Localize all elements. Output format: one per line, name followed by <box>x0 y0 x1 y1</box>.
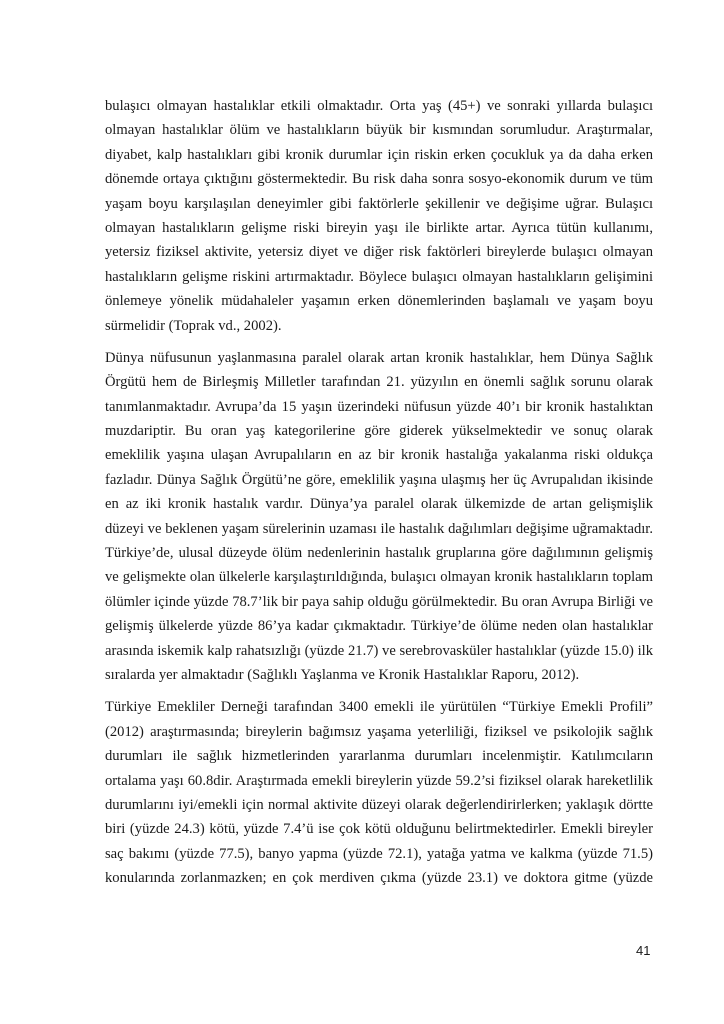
text-line: muzdariptir. Bu oran yaş kategorilerine göre giderek yükselmektedir ve sonuç olarak <box>105 423 653 440</box>
text-line: hastalıkların gelişme riskini artırmaktadır. Böylece bulaşıcı olmayan hastalıkların gelişimini <box>105 268 653 285</box>
text-line: ve gelişmekte olan ülkelerle karşılaştırıldığında, bulaşıcı olmayan kronik hastalıkların toplam <box>105 569 653 586</box>
text-line: yetersiz fiziksel aktivite, yetersiz diyet ve diğer risk faktörleri bireylerde bulaşıcı olmayan <box>105 244 653 261</box>
page-number: 41 <box>636 943 651 958</box>
text-line: (2012) araştırmasında; bireylerin bağımsız yaşama yeterliliği, fiziksel ve psikolojik sağlık <box>105 723 653 740</box>
text-line: olmayan hastalıklar ölüm ve hastalıkların büyük bir kısmından sorumludur. Araştırmalar, <box>105 122 653 139</box>
text-line: önlemeye yönelik müdahaleler yaşamın erken dönemlerinden başlamalı ve yaşam boyu <box>105 293 653 310</box>
text-line: ortalama yaşı 60.8dir. Araştırmada emekli bireylerin yüzde 59.2’si fiziksel olarak hareketlilik <box>105 772 653 789</box>
text-line: dönemde ortaya çıktığını göstermektedir. Bu risk daha sonra sosyo-ekonomik durum ve tüm <box>105 171 653 188</box>
text-line: Türkiye Emekliler Derneği tarafından 3400 emekli ile yürütülen “Türkiye Emekli Profili” <box>105 699 653 716</box>
text-line: bulaşıcı olmayan hastalıklar etkili olmaktadır. Orta yaş (45+) ve sonraki yıllarda bulaşıcı <box>105 98 653 114</box>
text-line: sıralarda yer almaktadır (Sağlıklı Yaşlanma ve Kronik Hastalıklar Raporu, 2012). <box>105 666 580 683</box>
text-line: arasında iskemik kalp rahatsızlığı (yüzde 21.7) ve serebrovasküler hastalıklar (yüzde 15.0) ilk <box>105 642 653 659</box>
text-line: düzeyi ve beklenen yaşam sürelerinin uzaması ile hastalık dağılımları değişime uğramaktadır. <box>105 520 653 537</box>
text-line: Dünya nüfusunun yaşlanmasına paralel olarak artan kronik hastalıklar, hem Dünya Sağlık <box>105 349 653 366</box>
text-line: biri (yüzde 24.3) kötü, yüzde 7.4’ü ise çok kötü olduğunu belirtmektedirler. Emekli bireyler <box>105 821 653 838</box>
text-line: saç bakımı (yüzde 77.5), banyo yapma (yüzde 72.1), yatağa yatma ve kalkma (yüzde 71.5) <box>105 845 653 862</box>
text-line: Örgütü hem de Birleşmiş Milletler tarafından 21. yüzyılın en önemli sağlık sorunu olarak <box>105 374 653 391</box>
paragraph-1 <box>105 94 653 338</box>
text-line: emeklilik yaşına ulaşan Avrupalıların en az bir kronik hastalığa yakalanma riski oldukça <box>105 447 653 464</box>
text-line: fazladır. Dünya Sağlık Örgütü’ne göre, emeklilik yaşına ulaşmış her üç Avrupalıdan ikisinde <box>105 471 653 488</box>
paragraph-3 <box>105 695 653 890</box>
text-line: durumları ile sağlık hizmetlerinden yararlanma durumları incelenmiştir. Katılımcıların <box>105 748 653 765</box>
text-line: tanımlanmaktadır. Avrupa’da 15 yaşın üzerindeki nüfusun yüzde 40’ı bir kronik hastalıktan <box>105 398 653 415</box>
paragraph-2 <box>105 346 653 687</box>
text-line: yaşam boyu karşılaşılan deneyimler gibi faktörlerle şekillenir ve değişime uğrar. Bulaşıcı <box>105 195 653 212</box>
text-line: olmayan hastalıkların gelişme riski bireyin yaşı ile birlikte artar. Ayrıca tütün kullanımı, <box>105 219 653 236</box>
text-line: en az iki kronik hastalık vardır. Dünya’ya paralel olarak ülkemizde de artan gelişmişlik <box>105 496 653 513</box>
body-text <box>105 94 653 899</box>
text-line: sürmelidir (Toprak vd., 2002). <box>105 317 282 334</box>
text-line: Türkiye’de, ulusal düzeyde ölüm nedenlerinin hastalık gruplarına göre dağılımının gelişmiş <box>105 545 653 562</box>
text-line: konularında zorlanmazken; en çok merdiven çıkma (yüzde 23.1) ve doktora gitme (yüzde <box>105 870 653 887</box>
text-line: ölümler içinde yüzde 78.7’lik bir paya sahip olduğu görülmektedir. Bu oran Avrupa Birliği ve <box>105 593 653 610</box>
text-line: diyabet, kalp hastalıkları gibi kronik durumlar için riskin erken çocukluk ya da daha erken <box>105 146 653 163</box>
text-line: durumlarını iyi/emekli için normal aktivite düzeyi olarak değerlendirirlerken; yaklaşık dörtte <box>105 796 653 813</box>
text-line: gelişmiş ülkelerde yüzde 86’ya kadar çıkmaktadır. Türkiye’de ölüme neden olan hastalıklar <box>105 618 653 635</box>
